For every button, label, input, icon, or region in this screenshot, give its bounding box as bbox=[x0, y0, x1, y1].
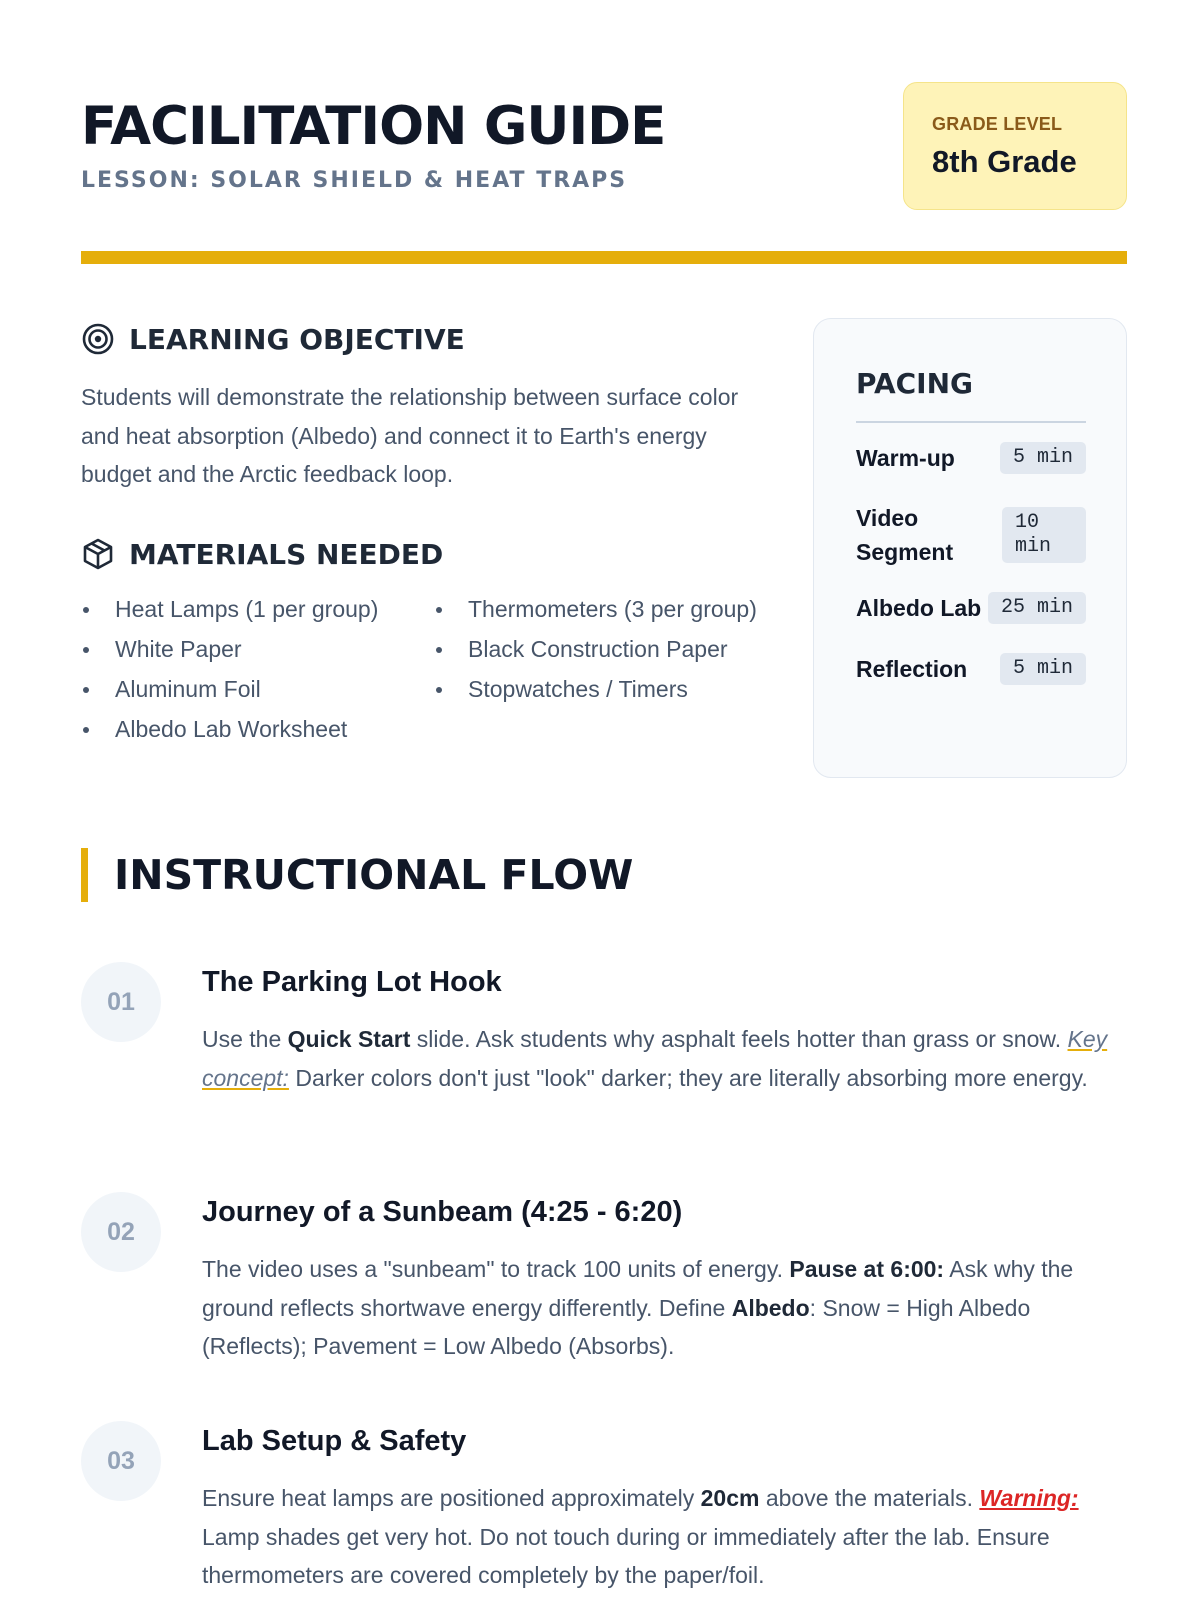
step-body: Use the Quick Start slide. Ask students why asphalt feels hotter than grass or snow. Key concept: Darker colors don't just "look" darker; they are literally absorbing more energy. bbox=[202, 1026, 1108, 1091]
header bbox=[81, 80, 1127, 210]
step-number: 01 bbox=[81, 962, 161, 1042]
step-title: Journey of a Sunbeam (4:25 - 6:20) bbox=[202, 1196, 683, 1228]
pacing-row-reflection bbox=[856, 652, 1086, 686]
warning-label: Warning: bbox=[979, 1485, 1079, 1511]
instructional-flow-heading bbox=[81, 848, 633, 902]
list-item: Aluminum Foil bbox=[81, 672, 434, 706]
pacing-title: PACING bbox=[856, 367, 974, 400]
emphasis-text: Albedo bbox=[731, 1294, 810, 1321]
box-icon bbox=[81, 537, 115, 571]
pacing-divider bbox=[856, 421, 1086, 423]
pacing-row-video bbox=[856, 501, 1086, 569]
heading-accent-bar bbox=[81, 848, 88, 902]
objective-text: Students will demonstrate the relationship between surface color and heat absorption (Albedo) and connect it to Earth's energy budget and the Arctic feedback loop. bbox=[81, 384, 739, 487]
materials-heading-text: MATERIALS NEEDED bbox=[129, 537, 444, 571]
step-number: 02 bbox=[81, 1192, 161, 1272]
pacing-time: 25 min bbox=[988, 592, 1086, 624]
grade-level-card bbox=[903, 82, 1127, 210]
target-icon bbox=[81, 322, 115, 356]
emphasis-text: Quick Start bbox=[287, 1026, 411, 1052]
pacing-label: Reflection bbox=[856, 656, 968, 682]
emphasis-text: Pause at 6:00: bbox=[789, 1256, 945, 1282]
list-item: White Paper bbox=[81, 632, 434, 666]
grade-level-label: GRADE LEVEL bbox=[932, 114, 1063, 134]
pacing-row-warmup bbox=[856, 441, 1086, 475]
pacing-time: 5 min bbox=[1000, 653, 1086, 685]
pacing-time: 5 min bbox=[1000, 442, 1086, 474]
pacing-row-lab bbox=[856, 591, 1086, 625]
step-body: The video uses a "sunbeam" to track 100 units of energy. Pause at 6:00: Ask why the ground reflects shortwave energy differently. Define Albedo: Snow = High Albedo (Reflects); Pavement = Low Albedo (Absorbs). bbox=[202, 1256, 1074, 1359]
page-title: FACILITATION GUIDE bbox=[81, 96, 666, 157]
list-item: Stopwatches / Timers bbox=[434, 672, 761, 706]
materials-list bbox=[81, 592, 761, 746]
step-number: 03 bbox=[81, 1421, 161, 1501]
pacing-label: Albedo Lab bbox=[856, 595, 982, 621]
pacing-label: Video Segment bbox=[856, 505, 954, 565]
list-item: Albedo Lab Worksheet bbox=[81, 712, 434, 746]
pacing-time: 10 min bbox=[1002, 507, 1086, 563]
key-concept-label: Key concept: bbox=[202, 1026, 1108, 1091]
step-title: Lab Setup & Safety bbox=[202, 1425, 467, 1457]
list-item: Heat Lamps (1 per group) bbox=[81, 592, 434, 626]
step-title: The Parking Lot Hook bbox=[202, 966, 502, 998]
flow-heading-text: INSTRUCTIONAL FLOW bbox=[114, 851, 634, 899]
grade-level-value: 8th Grade bbox=[932, 144, 1077, 179]
emphasis-text: 20cm bbox=[700, 1485, 760, 1511]
materials-heading bbox=[81, 537, 443, 571]
list-item: Black Construction Paper bbox=[434, 632, 761, 666]
list-item: Thermometers (3 per group) bbox=[434, 592, 761, 626]
lesson-subtitle: LESSON: SOLAR SHIELD & HEAT TRAPS bbox=[81, 168, 628, 193]
pacing-card bbox=[813, 318, 1127, 778]
header-divider bbox=[81, 251, 1127, 264]
objective-heading-text: LEARNING OBJECTIVE bbox=[129, 322, 465, 356]
step-body: Ensure heat lamps are positioned approximately 20cm above the materials. Warning: Lamp shades get very hot. Do not touch during or immediately after the lab. Ensure thermometers are covered completely by the paper/foil. bbox=[202, 1485, 1079, 1588]
objective-heading bbox=[81, 322, 465, 356]
pacing-label: Warm-up bbox=[856, 445, 955, 471]
